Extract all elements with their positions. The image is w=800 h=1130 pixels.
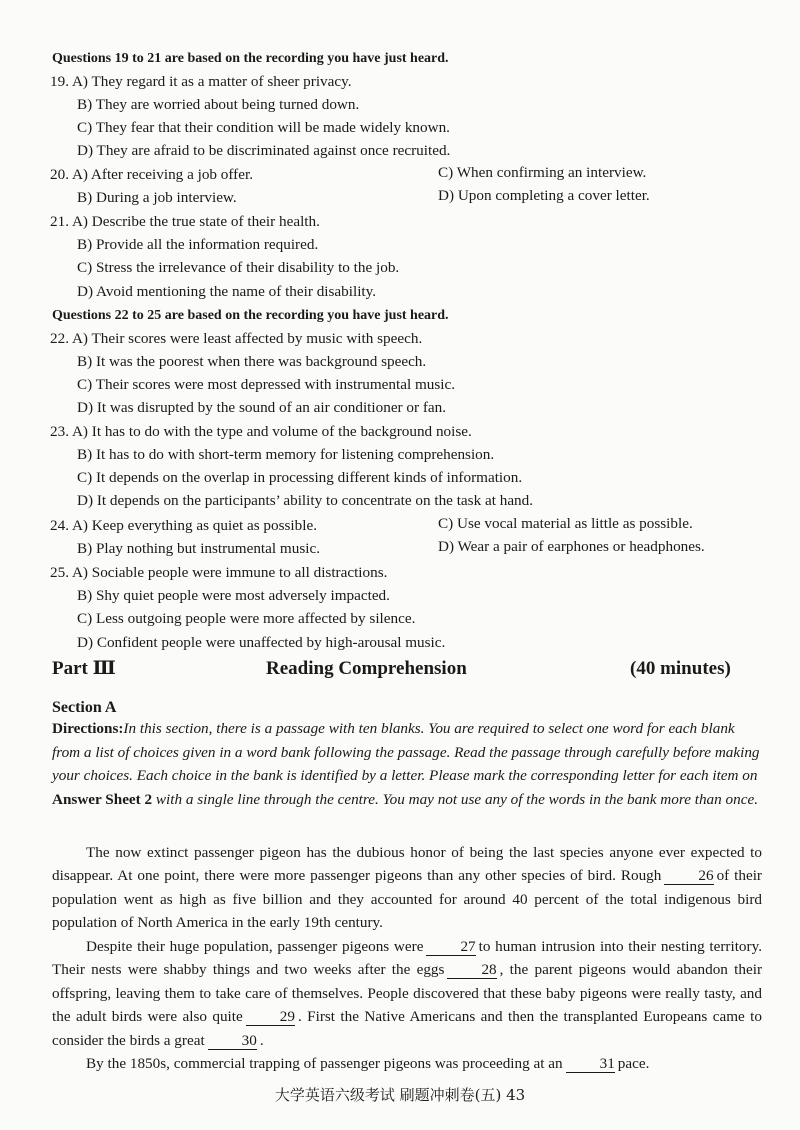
q19-option-a: 19. A) They regard it as a matter of sheer privacy.: [50, 73, 352, 90]
q21-option-a: 21. A) Describe the true state of their health.: [50, 213, 320, 230]
part-title: Reading Comprehension: [266, 658, 467, 679]
q21-option-d: D) Avoid mentioning the name of their disability.: [77, 283, 377, 300]
section-title: Section A: [52, 699, 117, 716]
q22-option-b: B) It was the poorest when there was background speech.: [77, 353, 427, 370]
part-time: (40 minutes): [630, 658, 731, 679]
p1-text-a: The now extinct passenger pigeon has the dubious honor of being the last species anyone ever expected to disappear. At one point, there were more passenger pigeons than any other species of bird. Rough: [52, 844, 762, 885]
q19-option-d: D) They are afraid to be discriminated against once recruited.: [77, 142, 451, 159]
directions: [52, 717, 760, 811]
q22-option-d: D) It was disrupted by the sound of an air conditioner or fan.: [77, 399, 447, 416]
p3-text-a: By the 1850s, commercial trapping of passenger pigeons was proceeding at an: [86, 1055, 563, 1072]
q24-option-c: C) Use vocal material as little as possible.: [438, 515, 693, 532]
part-label: Part Ⅲ: [52, 658, 116, 679]
blank-29[interactable]: 29: [246, 1008, 295, 1026]
q25-option-d: D) Confident people were unaffected by high-arousal music.: [77, 634, 446, 651]
p1-text-b: of their population went as high as five billion and they accounted for around 40 percent of the total indigenous bird population of North America in the early 19th century.: [52, 867, 762, 932]
directions-label: Directions:: [52, 720, 124, 737]
q25-option-c: C) Less outgoing people were more affected by silence.: [77, 610, 416, 627]
q23-option-d: D) It depends on the participants’ ability to concentrate on the task at hand.: [77, 492, 534, 509]
q21-option-c: C) Stress the irrelevance of their disability to the job.: [77, 259, 400, 276]
p3-text-b: pace.: [617, 1055, 650, 1072]
q19-option-b: B) They are worried about being turned down.: [77, 96, 360, 113]
q23-option-a: 23. A) It has to do with the type and volume of the background noise.: [50, 423, 472, 440]
q20-option-d: D) Upon completing a cover letter.: [438, 187, 650, 204]
passage-paragraph-3: [52, 1052, 762, 1075]
passage-paragraph-2: [52, 935, 762, 1052]
blank-28[interactable]: 28: [447, 961, 496, 979]
q19-option-c: C) They fear that their condition will be made widely known.: [77, 119, 450, 136]
blank-31[interactable]: 31: [566, 1055, 615, 1073]
directions-text-2: with a single line through the centre. You may not use any of the words in the bank more than once.: [152, 790, 759, 808]
q23-option-b: B) It has to do with short-term memory for listening comprehension.: [77, 446, 495, 463]
p2-text-d: . First the Native Americans and then the transplanted Europeans came to consider the birds a great: [52, 1008, 762, 1049]
p2-text-e: .: [259, 1031, 264, 1049]
q20-option-b: B) During a job interview.: [77, 189, 237, 206]
q24-option-b: B) Play nothing but instrumental music.: [77, 540, 320, 557]
q24-option-a: 24. A) Keep everything as quiet as possible.: [50, 517, 317, 534]
p2-text-b: to human intrusion into their nesting territory. Their nests were shabby things and two weeks after the eggs: [52, 938, 762, 979]
directions-text-1: In this section, there is a passage with ten blanks. You are required to select one word for each blank from a list of choices given in a word bank following the passage. Read the passage through carefully before making your choices. Each choice in the bank is identified by a letter. Please mark the corresponding letter for each item on: [52, 720, 760, 784]
q20-option-a: 20. A) After receiving a job offer.: [50, 166, 253, 183]
questions-22-25-header: Questions 22 to 25 are based on the recording you have just heard.: [52, 308, 449, 323]
p2-text-c: , the parent pigeons would abandon their offspring, leaving them to take care of themselves. People discovered that these baby pigeons were really tasty, and the adult birds were also quite: [52, 961, 762, 1026]
q25-option-b: B) Shy quiet people were most adversely impacted.: [77, 587, 390, 604]
p2-text-a: Despite their huge population, passenger pigeons were: [86, 938, 424, 955]
q25-option-a: 25. A) Sociable people were immune to all distractions.: [50, 564, 388, 581]
q20-option-c: C) When confirming an interview.: [438, 164, 647, 181]
page-footer: 大学英语六级考试 刷题冲刺卷(五) 43: [274, 1086, 526, 1104]
q23-option-c: C) It depends on the overlap in processing different kinds of information.: [77, 469, 523, 486]
q22-option-c: C) Their scores were most depressed with instrumental music.: [77, 376, 456, 393]
questions-19-21-header: Questions 19 to 21 are based on the recording you have just heard.: [52, 51, 449, 66]
blank-27[interactable]: 27: [426, 938, 475, 956]
blank-26[interactable]: 26: [664, 867, 713, 885]
passage-paragraph-1: [52, 841, 762, 935]
q21-option-b: B) Provide all the information required.: [77, 236, 319, 253]
q24-option-d: D) Wear a pair of earphones or headphones.: [438, 538, 705, 555]
blank-30[interactable]: 30: [208, 1032, 257, 1050]
directions-answer-sheet: Answer Sheet 2: [52, 790, 153, 808]
q22-option-a: 22. A) Their scores were least affected by music with speech.: [50, 330, 423, 347]
